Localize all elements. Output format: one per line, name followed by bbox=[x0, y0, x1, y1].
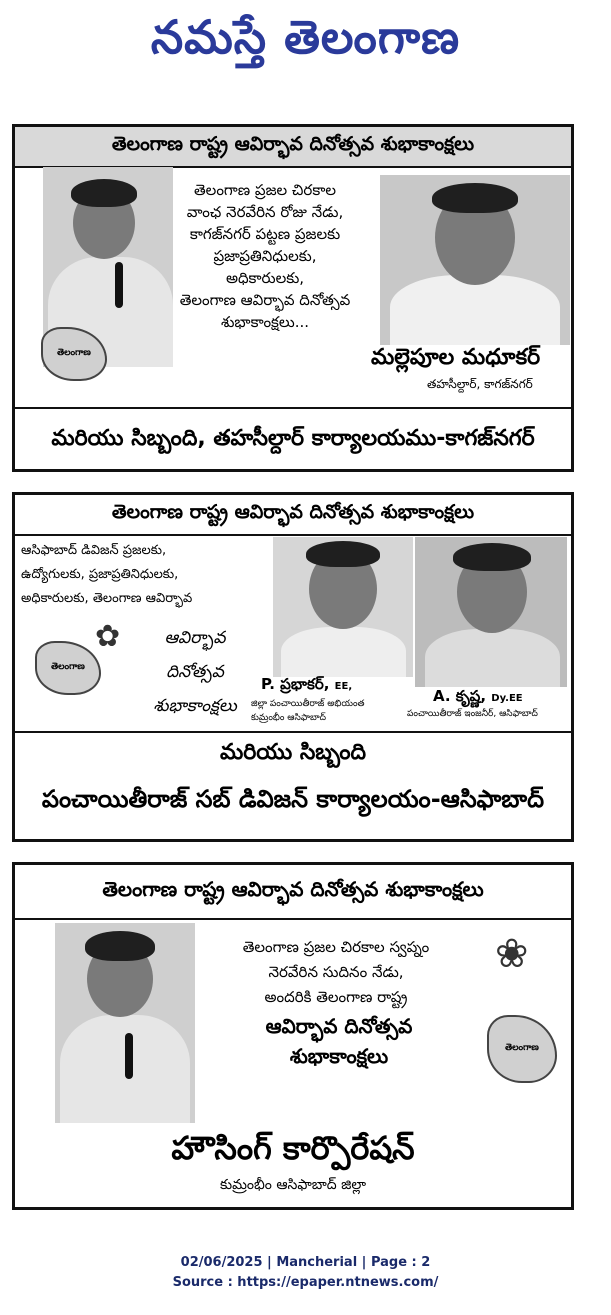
flower-icon: ✿ bbox=[95, 619, 121, 654]
ad-message: ఆసిఫాబాద్ డివిజన్ ప్రజలకు, ఉద్యోగులకు, ప్రజాప్రతినిధులకు, అధికారులకు, తెలంగాణ ఆవిర్భావ bbox=[21, 543, 193, 606]
telangana-map-logo: తెలంగాణ bbox=[487, 1015, 557, 1083]
person-name: మల్లెపూల మధూకర్ bbox=[371, 345, 541, 370]
ad-header: తెలంగాణ రాష్ట్ర ఆవిర్భావ దినోత్సవ శుభాకాంక్షలు bbox=[15, 865, 571, 920]
ad-panchayatraj-asifabad bbox=[12, 492, 574, 842]
ad-greeting: ఆవిర్భావ దినోత్సవ శుభాకాంక్షలు bbox=[265, 1014, 413, 1068]
ad-footer: మరియు సిబ్బంది, తహసీల్దార్ కార్యాలయము-కాగజ్‌నగర్ bbox=[15, 407, 571, 469]
photo-prabhakar bbox=[273, 537, 413, 677]
rose-bouquet-icon: ❀ bbox=[495, 931, 529, 977]
ad-message: తెలంగాణ ప్రజల చిరకాల స్వప్నం నెరవేరిన సుదినం నేడు, అందరికి తెలంగాణ రాష్ట్ర bbox=[242, 938, 430, 1006]
newspaper-masthead: నమస్తే తెలంగాణ bbox=[150, 10, 461, 64]
ad-message: తెలంగాణ ప్రజల చిరకాల వాంఛ నెరవేరిన రోజు నేడు, కాగజ్‌నగర్ పట్టణ ప్రజలకు ప్రజాప్రతినిధులకు, అధికారులకు, తెలంగాణ ఆవిర్భావ దినోత్సవ శుభాకాంక్షలు... bbox=[179, 181, 351, 331]
ad-header: తెలంగాణ రాష్ట్ర ఆవిర్భావ దినోత్సవ శుభాకాంక్షలు bbox=[15, 127, 571, 168]
ad-footer: మరియు సిబ్బంది పంచాయితీరాజ్ సబ్ డివిజన్ కార్యాలయం-ఆసిఫాబాద్ bbox=[15, 731, 571, 839]
ad-footer: హౌసింగ్ కార్పొరేషన్ కుమ్రంభీం ఆసిఫాబాద్ జిల్లా bbox=[171, 1129, 415, 1193]
telangana-map-logo: తెలంగాణ bbox=[35, 641, 101, 695]
ad-housing-corporation bbox=[12, 862, 574, 1210]
person-designation: జిల్లా పంచాయితీరాజ్ అభియంత కుమ్రంభీం ఆసిఫాబాద్ bbox=[251, 699, 365, 723]
ad-header: తెలంగాణ రాష్ట్ర ఆవిర్భావ దినోత్సవ శుభాకాంక్షలు bbox=[15, 495, 571, 536]
ad-tahsildar-kagaznagar bbox=[12, 124, 574, 472]
telangana-map-logo: తెలంగాణ bbox=[41, 327, 107, 381]
person-designation: పంచాయితీరాజ్ ఇంజనీర్, ఆసిఫాబాద్ bbox=[407, 709, 538, 719]
person-name: P. ప్రభాకర్, EE, bbox=[261, 675, 353, 693]
photo-speaker bbox=[55, 923, 195, 1123]
person-name: A. కృష్ణ, Dy.EE bbox=[433, 687, 523, 705]
person-designation: తహసీల్దార్, కాగజ్‌నగర్ bbox=[427, 377, 533, 391]
ad-greeting: ఆవిర్భావ దినోత్సవ శుభాకాంక్షలు bbox=[153, 628, 237, 716]
photo-madhukar bbox=[380, 175, 570, 345]
page-footer-date: 02/06/2025 | Mancherial | Page : 2 bbox=[180, 1255, 431, 1270]
photo-krishna bbox=[415, 537, 567, 687]
page-footer-source: Source : https://epaper.ntnews.com/ bbox=[172, 1275, 439, 1290]
